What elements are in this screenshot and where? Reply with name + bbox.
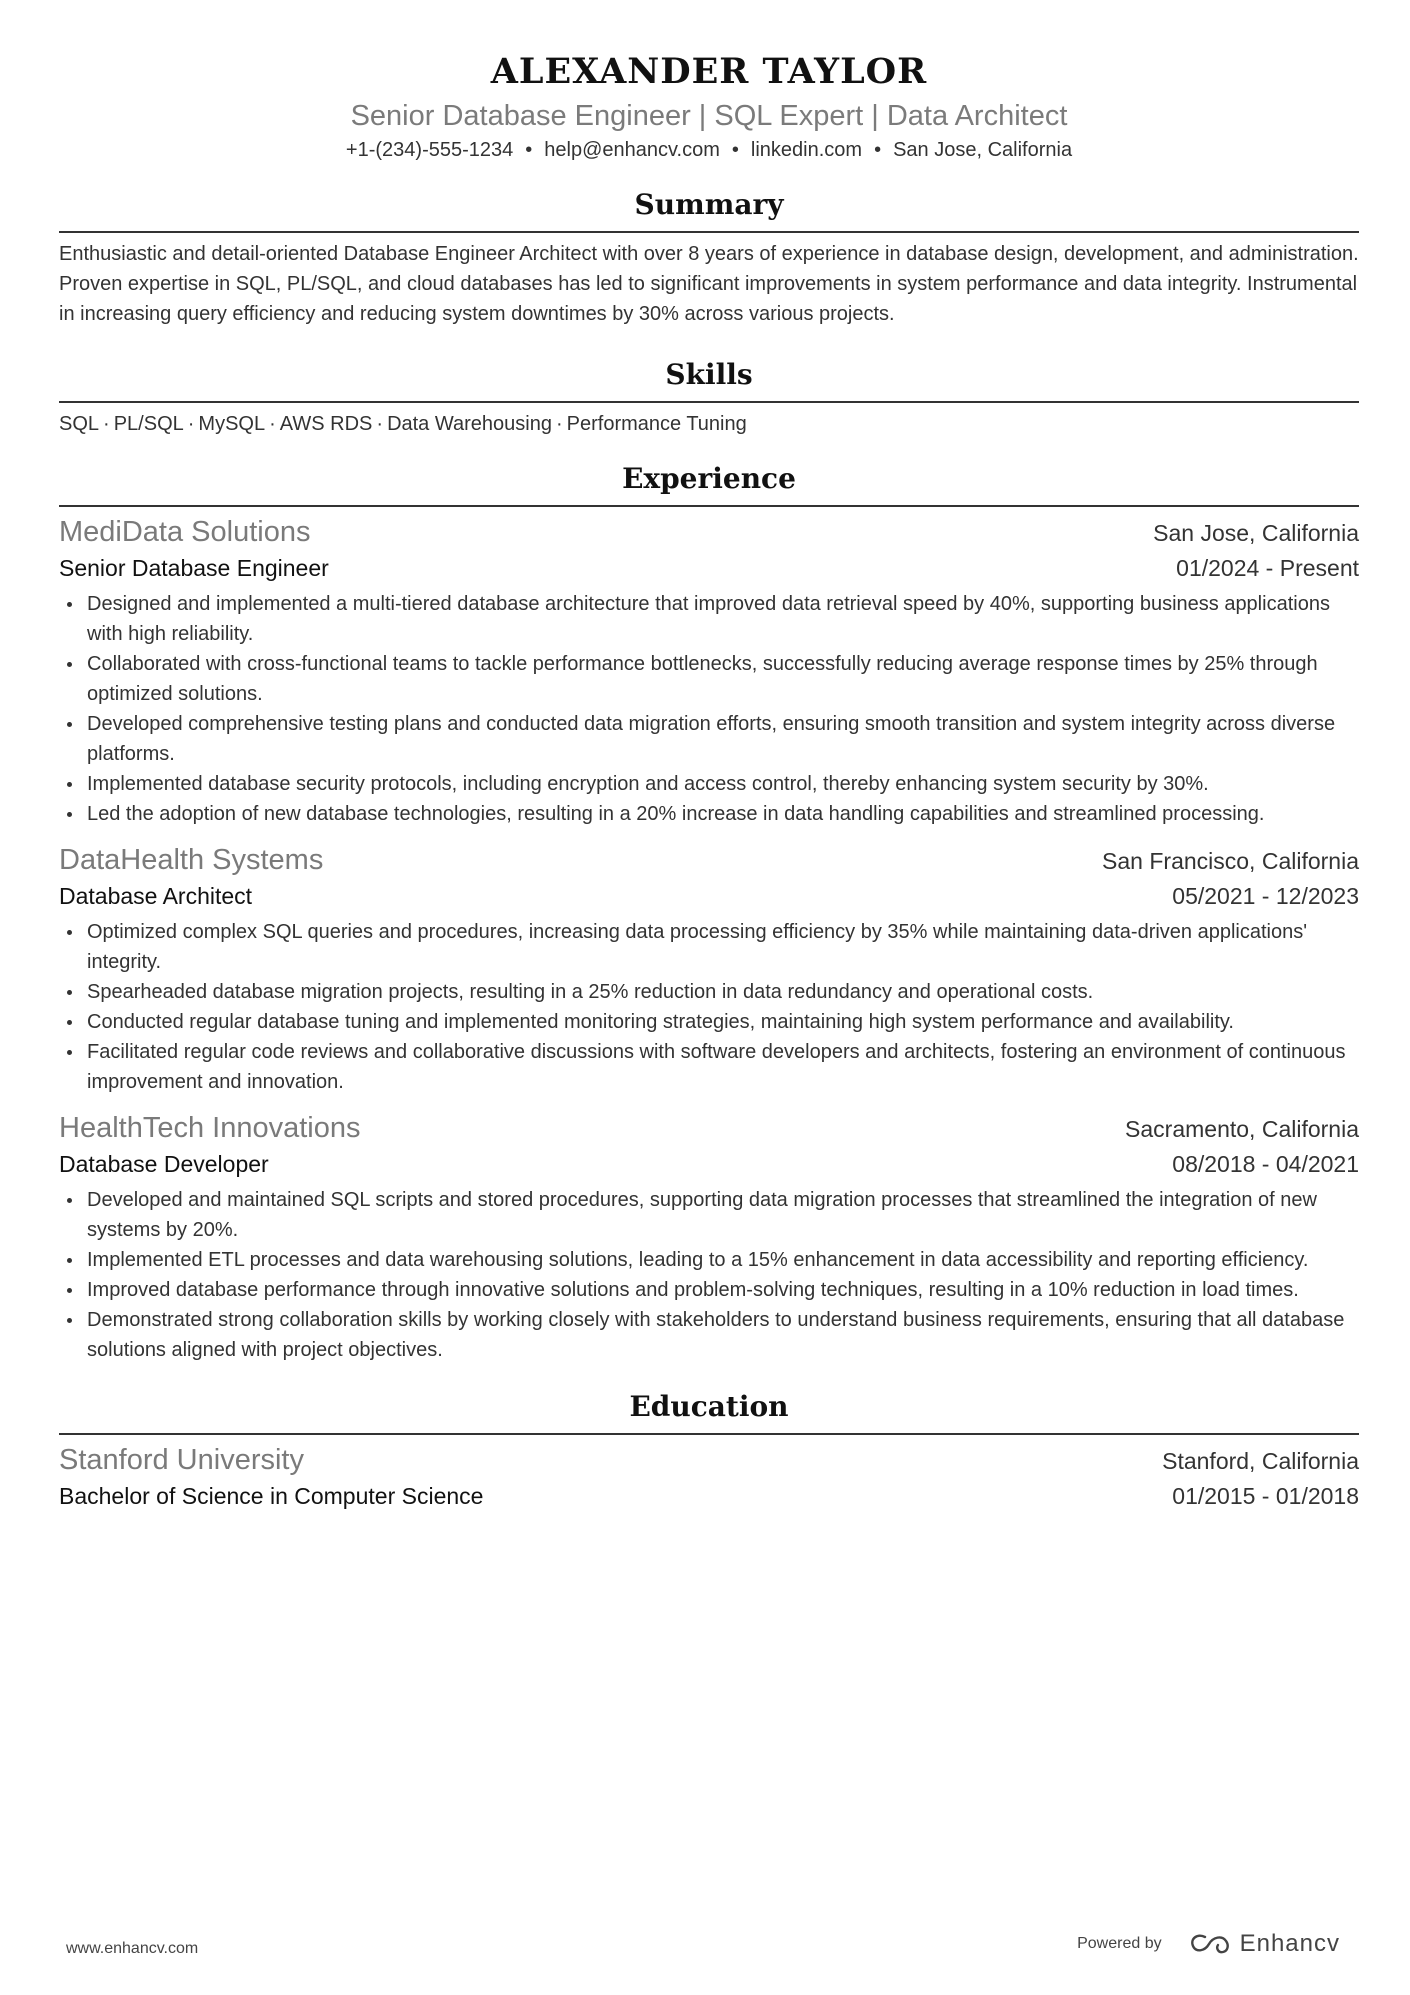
summary-text: Enthusiastic and detail-oriented Database Engineer Architect with over 8 years of experience in database design, development, and administration. Proven expertise in SQL, PL/SQL, and cloud databases has led to significant improvements in system performance and data integrity. Instrumental in increasing query efficiency and reducing system downtimes by 30% across various projects. <box>59 243 1359 325</box>
achievement-item: Designed and implemented a multi-tiered database architecture that improved data retrieval speed by 40%, supporting business applications with high reliability. <box>87 589 1359 649</box>
resume-header <box>59 48 1359 165</box>
experience-section <box>59 459 1359 1365</box>
summary-section <box>59 185 1359 329</box>
achievement-item: Spearheaded database migration projects, resulting in a 25% reduction in data redundancy and operational costs. <box>87 977 1359 1007</box>
skills-list <box>59 409 1359 439</box>
skill-separator: · <box>555 413 563 435</box>
job-title: Database Developer <box>59 1151 269 1177</box>
degree-name: Bachelor of Science in Computer Science <box>59 1483 484 1509</box>
company-name: HealthTech Innovations <box>59 1112 361 1144</box>
achievement-item: Implemented database security protocols, including encryption and access control, thereby enhancing system security by 30%. <box>87 769 1359 799</box>
brand-name: Enhancv <box>1239 1930 1340 1957</box>
education-entry <box>59 1441 1359 1513</box>
education-heading: Education <box>59 1387 1359 1435</box>
job-dates: 05/2021 - 12/2023 <box>1172 883 1359 909</box>
job-title: Senior Database Engineer <box>59 555 329 581</box>
skill-item: MySQL <box>198 413 266 435</box>
skill-item: SQL <box>59 413 100 435</box>
company-name: MediData Solutions <box>59 516 311 548</box>
experience-entry <box>59 841 1359 1097</box>
achievement-item: Optimized complex SQL queries and procedures, increasing data processing efficiency by 35% while maintaining data-driven applications' integrity. <box>87 917 1359 977</box>
contact-email[interactable]: help@enhancv.com <box>544 139 720 161</box>
skill-item: AWS RDS <box>279 413 373 435</box>
experience-entry <box>59 1109 1359 1365</box>
candidate-name: ALEXANDER TAYLOR <box>490 51 928 92</box>
experience-entry <box>59 513 1359 829</box>
job-dates: 01/2024 - Present <box>1176 555 1359 581</box>
achievement-item: Conducted regular database tuning and implemented monitoring strategies, maintaining high system performance and availability. <box>87 1007 1359 1037</box>
job-location: San Francisco, California <box>1102 848 1359 874</box>
skill-separator: · <box>269 413 276 435</box>
skill-separator: · <box>187 413 195 435</box>
summary-heading: Summary <box>59 185 1359 233</box>
achievement-item: Improved database performance through innovative solutions and problem-solving techniques, resulting in a 10% reduction in load times. <box>87 1275 1359 1305</box>
achievement-item: Demonstrated strong collaboration skills by working closely with stakeholders to understand business requirements, ensuring that all database solutions aligned with project objectives. <box>87 1305 1359 1365</box>
candidate-title: Senior Database Engineer | SQL Expert | Data Architect <box>350 100 1068 132</box>
bullet-separator: • <box>525 139 533 161</box>
job-location: Sacramento, California <box>1125 1116 1359 1142</box>
skill-separator: · <box>103 413 110 435</box>
footer-branding <box>1077 1930 1340 1958</box>
contact-linkedin[interactable]: linkedin.com <box>750 139 863 161</box>
skills-section <box>59 355 1359 439</box>
achievement-item: Collaborated with cross-functional teams to tackle performance bottlenecks, successfully reducing average response times by 25% through optimized solutions. <box>87 649 1359 709</box>
achievement-item: Developed comprehensive testing plans and conducted data migration efforts, ensuring smooth transition and system integrity across diverse platforms. <box>87 709 1359 769</box>
school-name: Stanford University <box>59 1444 304 1476</box>
skills-heading: Skills <box>59 355 1359 403</box>
education-section <box>59 1387 1359 1513</box>
achievement-item: Implemented ETL processes and data warehousing solutions, leading to a 15% enhancement in data accessibility and reporting efficiency. <box>87 1245 1359 1275</box>
resume-page <box>59 48 1359 1513</box>
school-location: Stanford, California <box>1162 1448 1359 1474</box>
achievement-item: Led the adoption of new database technologies, resulting in a 20% increase in data handling capabilities and streamlined processing. <box>87 799 1359 829</box>
job-location: San Jose, California <box>1153 520 1359 546</box>
contact-line <box>59 135 1359 165</box>
skill-item: Data Warehousing <box>387 413 552 435</box>
experience-heading: Experience <box>59 459 1359 507</box>
education-dates: 01/2015 - 01/2018 <box>1172 1483 1359 1509</box>
achievement-list <box>59 917 1359 1097</box>
achievement-item: Facilitated regular code reviews and collaborative discussions with software developers and architects, fostering an environment of continuous improvement and innovation. <box>87 1037 1359 1097</box>
skill-item: PL/SQL <box>113 413 184 435</box>
company-name: DataHealth Systems <box>59 844 324 876</box>
bullet-separator: • <box>874 139 882 161</box>
powered-by-label: Powered by <box>1077 1935 1162 1952</box>
enhancv-logo-icon <box>1188 1931 1234 1957</box>
achievement-item: Developed and maintained SQL scripts and stored procedures, supporting data migration processes that streamlined the integration of new systems by 20%. <box>87 1185 1359 1245</box>
job-dates: 08/2018 - 04/2021 <box>1172 1151 1359 1177</box>
job-title: Database Architect <box>59 883 253 909</box>
skill-item: Performance Tuning <box>566 413 747 435</box>
achievement-list <box>59 589 1359 829</box>
contact-phone: +1-(234)-555-1234 <box>345 139 514 161</box>
bullet-separator: • <box>731 139 739 161</box>
contact-location: San Jose, California <box>893 139 1073 161</box>
footer-website[interactable]: www.enhancv.com <box>66 1940 199 1957</box>
skill-separator: · <box>376 413 384 435</box>
achievement-list <box>59 1185 1359 1365</box>
